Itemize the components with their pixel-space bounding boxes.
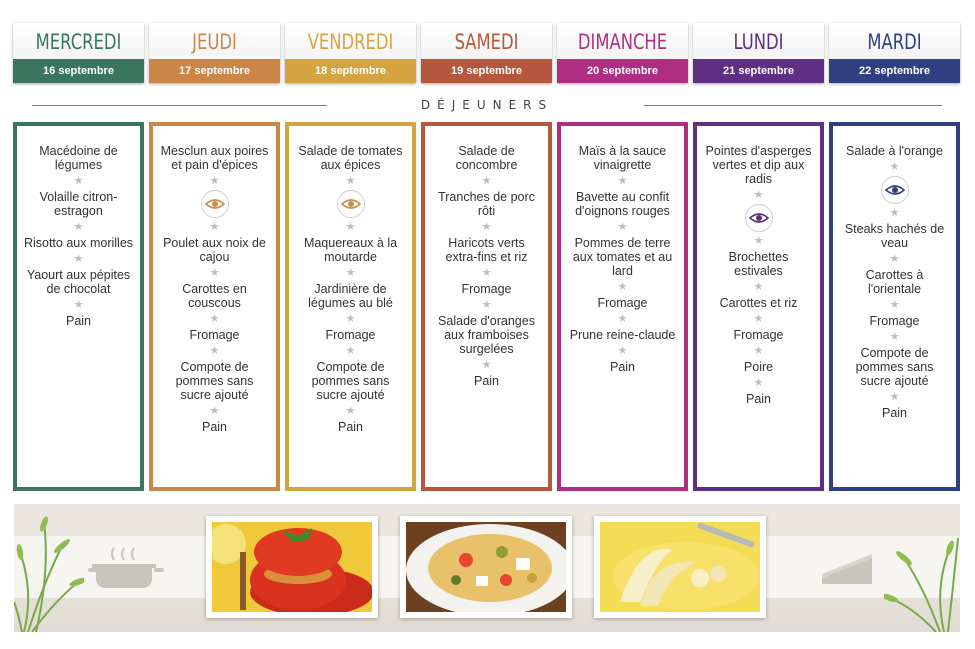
banana-dessert-image bbox=[600, 522, 760, 612]
menu-item: Salade de concombre bbox=[455, 144, 518, 172]
separator-star: ★ bbox=[889, 331, 900, 343]
separator-star: ★ bbox=[345, 221, 356, 233]
menu-item: Carottes en couscous bbox=[182, 282, 247, 310]
separator-star: ★ bbox=[345, 313, 356, 325]
separator-star: ★ bbox=[617, 281, 628, 293]
eye-icon-glyph bbox=[885, 184, 905, 196]
menu-item: Pointes d'asperges vertes et dip aux radis bbox=[705, 144, 812, 186]
menu-column-thursday bbox=[149, 122, 280, 491]
menu-item: Steaks hachés de veau bbox=[844, 222, 945, 250]
day-name: JEUDI bbox=[192, 30, 237, 54]
day-name: MERCREDI bbox=[35, 30, 122, 54]
menu-item: Bavette au confit d'oignons rouges bbox=[575, 190, 670, 218]
separator-star: ★ bbox=[753, 313, 764, 325]
day-header-monday bbox=[693, 23, 824, 83]
menu-column-wednesday bbox=[13, 122, 144, 491]
eye-icon-glyph bbox=[749, 212, 769, 224]
menu-item: Haricots verts extra-fins et riz bbox=[445, 236, 528, 264]
separator-star: ★ bbox=[889, 299, 900, 311]
separator-star: ★ bbox=[617, 221, 628, 233]
menu-item: Poire bbox=[743, 360, 774, 374]
menu-column-monday bbox=[693, 122, 824, 491]
menu-item: Salade d'oranges aux framboises surgelées bbox=[438, 314, 535, 356]
day-header-thursday bbox=[149, 23, 280, 83]
day-header-tuesday bbox=[829, 23, 960, 83]
separator-star: ★ bbox=[73, 175, 84, 187]
menu-item: Maïs à la sauce vinaigrette bbox=[578, 144, 667, 172]
day-name: SAMEDI bbox=[454, 30, 519, 54]
day-date: 16 septembre bbox=[13, 59, 144, 83]
menu-column-sunday bbox=[557, 122, 688, 491]
separator-star: ★ bbox=[209, 313, 220, 325]
menu-item: Fromage bbox=[869, 314, 920, 328]
pasta-salad-photo bbox=[400, 516, 572, 618]
menu-item: Salade à l'orange bbox=[846, 144, 943, 158]
plant-icon bbox=[14, 512, 84, 632]
separator-star: ★ bbox=[73, 299, 84, 311]
menu-item: Mesclun aux poires et pain d'épices bbox=[160, 144, 269, 172]
menu-item: Pain bbox=[473, 374, 500, 388]
eye-icon[interactable] bbox=[881, 176, 909, 204]
section-heading bbox=[32, 96, 942, 116]
menu-item: Pain bbox=[609, 360, 636, 374]
separator-star: ★ bbox=[481, 221, 492, 233]
day-date: 17 septembre bbox=[149, 59, 280, 83]
day-date: 18 septembre bbox=[285, 59, 416, 83]
separator-star: ★ bbox=[617, 175, 628, 187]
menu-item: Fromage bbox=[733, 328, 784, 342]
menu-item: Fromage bbox=[189, 328, 240, 342]
separator-star: ★ bbox=[345, 345, 356, 357]
day-name: MARDI bbox=[867, 30, 922, 54]
day-header-saturday bbox=[421, 23, 552, 83]
menu-item: Macédoine de légumes bbox=[39, 144, 118, 172]
separator-star: ★ bbox=[345, 175, 356, 187]
menu-item: Fromage bbox=[597, 296, 648, 310]
menu-item: Compote de pommes sans sucre ajouté bbox=[855, 346, 934, 388]
day-name: DIMANCHE bbox=[577, 30, 668, 54]
eye-icon-glyph bbox=[205, 198, 225, 210]
day-header-friday bbox=[285, 23, 416, 83]
separator-star: ★ bbox=[209, 175, 220, 187]
menu-item: Carottes et riz bbox=[719, 296, 798, 310]
separator-star: ★ bbox=[617, 313, 628, 325]
plant-icon bbox=[884, 518, 960, 632]
day-date: 21 septembre bbox=[693, 59, 824, 83]
day-name: LUNDI bbox=[733, 30, 784, 54]
separator-star: ★ bbox=[753, 189, 764, 201]
menu-item: Pommes de terre aux tomates et au lard bbox=[572, 236, 673, 278]
separator-star: ★ bbox=[753, 377, 764, 389]
menu-item: Pain bbox=[65, 314, 92, 328]
menu-item: Yaourt aux pépites de chocolat bbox=[26, 268, 131, 296]
day-date: 22 septembre bbox=[829, 59, 960, 83]
separator-star: ★ bbox=[209, 405, 220, 417]
menu-item: Compote de pommes sans sucre ajouté bbox=[175, 360, 254, 402]
separator-star: ★ bbox=[481, 175, 492, 187]
eye-icon[interactable] bbox=[745, 204, 773, 232]
day-name: VENDREDI bbox=[307, 30, 394, 54]
separator-star: ★ bbox=[481, 267, 492, 279]
day-header-sunday bbox=[557, 23, 688, 83]
menu-item: Prune reine-claude bbox=[569, 328, 676, 342]
menu-item: Brochettes estivales bbox=[728, 250, 789, 278]
menu-column-friday bbox=[285, 122, 416, 491]
separator-star: ★ bbox=[345, 267, 356, 279]
separator-star: ★ bbox=[617, 345, 628, 357]
footer-photo-strip bbox=[14, 504, 960, 632]
menu-item: Carottes à l'orientale bbox=[865, 268, 924, 296]
separator-star: ★ bbox=[889, 161, 900, 173]
separator-star: ★ bbox=[209, 345, 220, 357]
separator-star: ★ bbox=[73, 253, 84, 265]
menu-column-saturday bbox=[421, 122, 552, 491]
eye-icon[interactable] bbox=[201, 190, 229, 218]
menu-item: Pain bbox=[337, 420, 364, 434]
menu-item: Pain bbox=[745, 392, 772, 406]
menu-item: Risotto aux morilles bbox=[23, 236, 134, 250]
stuffed-tomato-image bbox=[212, 522, 372, 612]
separator-star: ★ bbox=[209, 221, 220, 233]
separator-star: ★ bbox=[345, 405, 356, 417]
divider-line bbox=[644, 105, 942, 106]
cake-slice-icon bbox=[820, 548, 880, 588]
separator-star: ★ bbox=[889, 391, 900, 403]
separator-star: ★ bbox=[889, 207, 900, 219]
pasta-salad-image bbox=[406, 522, 566, 612]
eye-icon-glyph bbox=[341, 198, 361, 210]
cooking-pot-icon bbox=[88, 544, 168, 594]
separator-star: ★ bbox=[753, 281, 764, 293]
day-date: 19 septembre bbox=[421, 59, 552, 83]
menu-item: Pain bbox=[201, 420, 228, 434]
eye-icon[interactable] bbox=[337, 190, 365, 218]
menu-item: Volaille citron-estragon bbox=[39, 190, 118, 218]
menu-item: Pain bbox=[881, 406, 908, 420]
separator-star: ★ bbox=[73, 221, 84, 233]
separator-star: ★ bbox=[481, 299, 492, 311]
section-title: DÉJEUNERS bbox=[420, 98, 554, 112]
menu-item: Poulet aux noix de cajou bbox=[163, 236, 266, 264]
menu-item: Salade de tomates aux épices bbox=[298, 144, 403, 172]
separator-star: ★ bbox=[209, 267, 220, 279]
separator-star: ★ bbox=[753, 235, 764, 247]
menu-item: Fromage bbox=[325, 328, 376, 342]
menu-columns bbox=[13, 122, 961, 492]
day-date: 20 septembre bbox=[557, 59, 688, 83]
menu-item: Jardinière de légumes au blé bbox=[308, 282, 393, 310]
banana-dessert-photo bbox=[594, 516, 766, 618]
menu-item: Maquereaux à la moutarde bbox=[303, 236, 398, 264]
separator-star: ★ bbox=[753, 345, 764, 357]
menu-column-tuesday bbox=[829, 122, 960, 491]
menu-item: Compote de pommes sans sucre ajouté bbox=[311, 360, 390, 402]
day-header-wednesday bbox=[13, 23, 144, 83]
day-header-row bbox=[13, 23, 961, 83]
separator-star: ★ bbox=[889, 253, 900, 265]
menu-item: Tranches de porc rôti bbox=[438, 190, 535, 218]
menu-item: Fromage bbox=[461, 282, 512, 296]
stuffed-tomato-photo bbox=[206, 516, 378, 618]
separator-star: ★ bbox=[481, 359, 492, 371]
